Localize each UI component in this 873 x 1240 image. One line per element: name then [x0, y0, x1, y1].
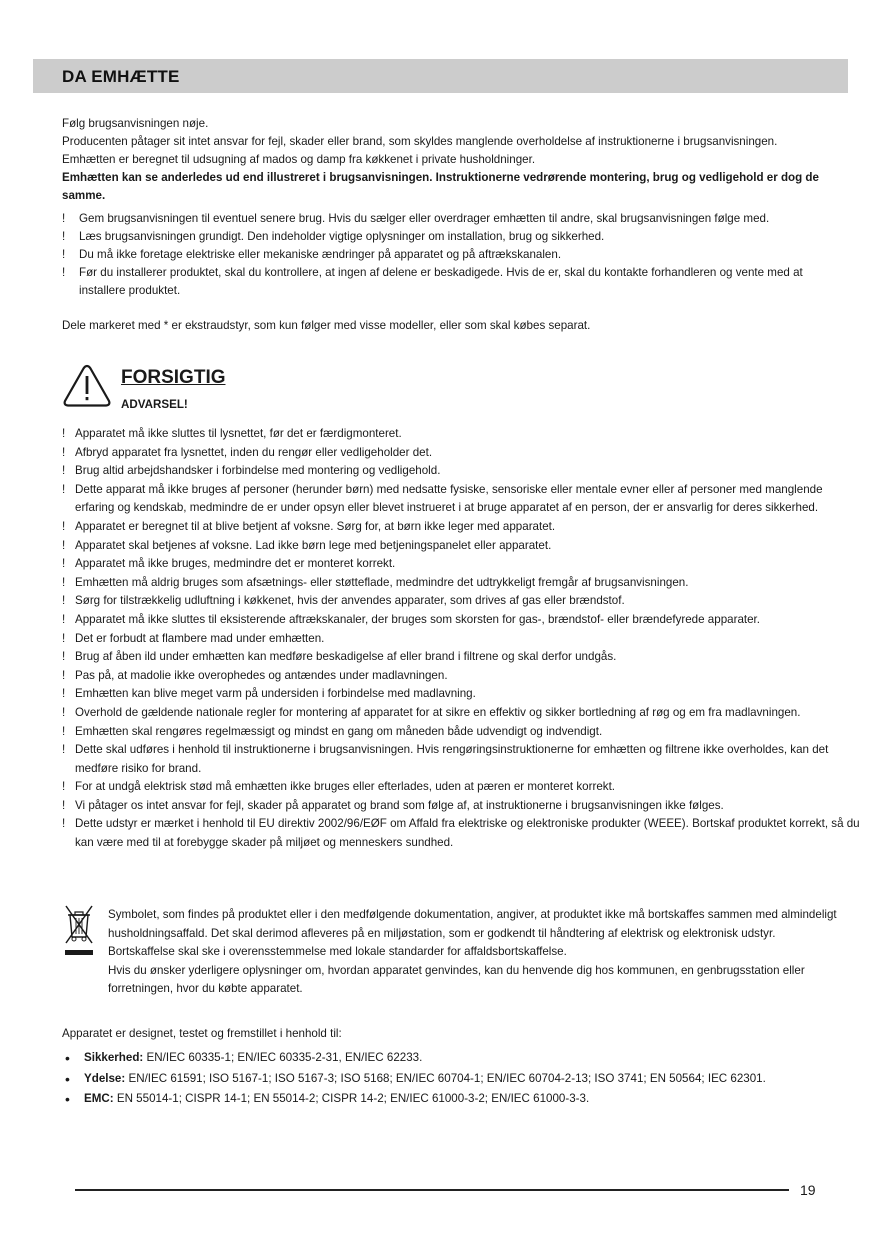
exclamation-mark: ! — [62, 266, 66, 279]
exclamation-mark: ! — [62, 650, 66, 664]
list-item: ! Det er forbudt at flambere mad under emhætten. — [62, 630, 862, 649]
list-item: ! Apparatet er beregnet til at blive betjent af voksne. Sørg for, at børn ikke leger med apparatet. — [62, 518, 862, 537]
weee-paragraph: Symbolet, som findes på produktet eller i den medfølgende dokumentation, angiver, at produktet ikke må bortskaffes sammen med almindeligt husholdningsaffald. Det skal derimod afleveres på en miljøstation, som er godkendt til håndtering af elektrisk og elektronisk udstyr. — [108, 908, 837, 940]
exclamation-mark: ! — [62, 248, 66, 261]
standard-label: EMC: — [84, 1092, 114, 1105]
list-item: ! Emhætten skal rengøres regelmæssigt og mindst en gang om måneden både udvendigt og indvendigt. — [62, 723, 862, 742]
exclamation-mark: ! — [62, 575, 66, 589]
list-item — [62, 1069, 842, 1090]
list-item: ! Apparatet skal betjenes af voksne. Lad ikke børn lege med betjeningspanelet eller apparatet. — [62, 537, 862, 556]
exclamation-mark: ! — [62, 705, 66, 719]
general-instructions-list — [62, 210, 832, 300]
exclamation-mark: ! — [62, 482, 66, 496]
list-item: ! For at undgå elektrisk stød må emhætten ikke bruges eller efterlades, uden at pæren er monteret korrekt. — [62, 778, 862, 797]
exclamation-mark: ! — [62, 230, 66, 243]
exclamation-mark: ! — [62, 519, 66, 533]
standard-label: Sikkerhed: — [84, 1051, 144, 1064]
page-number: 19 — [800, 1182, 816, 1198]
bullet-icon: • — [65, 1091, 70, 1107]
warning-triangle-icon — [62, 363, 112, 409]
exclamation-mark: ! — [62, 538, 66, 552]
bullet-icon: • — [65, 1050, 70, 1066]
exclamation-mark: ! — [62, 798, 66, 812]
list-item: ! Apparatet må ikke sluttes til eksisterende aftrækskanaler, der bruges som skorsten for gas-, brændstof- eller brændefyrede apparater. — [62, 611, 862, 630]
list-item: ! Gem brugsanvisningen til eventuel senere brug. Hvis du sælger eller overdrager emhætten til andre, skal brugsanvisningen følge med. — [62, 210, 832, 228]
exclamation-mark: ! — [62, 612, 66, 626]
weee-disposal-text — [108, 906, 838, 999]
list-item: ! Brug af åben ild under emhætten kan medføre beskadigelse af eller brand i filtrene og skal derfor undgås. — [62, 648, 862, 667]
list-item: ! Emhætten må aldrig bruges som afsætnings- eller støtteflade, medmindre det udtrykkeligt fremgår af brugsanvisningen. — [62, 574, 862, 593]
intro-paragraph-bold: Emhætten kan se anderledes ud end illustreret i brugsanvisningen. Instruktionerne vedrørende montering, brug og vedligehold er dog de samme. — [62, 171, 819, 202]
compliance-intro: Apparatet er designet, testet og fremstillet i henhold til: — [62, 1027, 342, 1040]
list-item: ! Læs brugsanvisningen grundigt. Den indeholder vigtige oplysninger om installation, brug og sikkerhed. — [62, 228, 832, 246]
list-item: ! Apparatet må ikke bruges, medmindre det er monteret korrekt. — [62, 555, 862, 574]
exclamation-mark: ! — [62, 724, 66, 738]
list-item: ! Sørg for tilstrækkelig udluftning i køkkenet, hvis der anvendes apparater, som drives af gas eller brændstof. — [62, 592, 862, 611]
list-item: ! Overhold de gældende nationale regler for montering af apparatet for at sikre en effektiv og sikker bortledning af røg og em fra madlavningen. — [62, 704, 862, 723]
list-item: ! Apparatet må ikke sluttes til lysnettet, før det er færdigmonteret. — [62, 425, 862, 444]
list-item: ! Brug altid arbejdshandsker i forbindelse med montering og vedligehold. — [62, 462, 862, 481]
caution-list — [62, 425, 862, 853]
list-item: ! Emhætten kan blive meget varm på undersiden i forbindelse med madlavning. — [62, 685, 862, 704]
weee-paragraph: Bortskaffelse skal ske i overensstemmelse med lokale standarder for affaldsbortskaffelse. — [108, 945, 567, 958]
footer-divider — [75, 1189, 789, 1191]
section-title: DA EMHÆTTE — [62, 67, 180, 86]
exclamation-mark: ! — [62, 557, 66, 571]
list-item — [62, 1089, 842, 1110]
weee-paragraph: Hvis du ønsker yderligere oplysninger om, hvordan apparatet genvindes, kan du henvende dig hos kommunen, en genbrugsstation eller forretningen, hvor du købte apparatet. — [108, 963, 805, 995]
exclamation-mark: ! — [62, 780, 66, 794]
standard-label: Ydelse: — [84, 1071, 126, 1085]
list-item: ! Vi påtager os intet ansvar for fejl, skader på apparatet og brand som følge af, at instruktionerne i brugsanvisningen ikke følges. — [62, 797, 862, 816]
standards-list — [62, 1048, 842, 1110]
list-item: ! Dette skal udføres i henhold til instruktionerne i brugsanvisningen. Hvis rengøringsinstruktionerne for emhætten og filtrene ikke overholdes, kan det medføre risiko for brand. — [62, 743, 829, 775]
caution-subtitle: ADVARSEL! — [121, 398, 188, 411]
section-header-bar — [33, 59, 848, 93]
standard-values: EN 55014-1; CISPR 14-1; EN 55014-2; CISPR 14-2; EN/IEC 61000-3-2; EN/IEC 61000-3-3. — [113, 1092, 590, 1105]
exclamation-mark: ! — [62, 212, 66, 225]
list-item: ! Pas på, at madolie ikke overophedes og antændes under madlavningen. — [62, 667, 862, 686]
standard-values: EN/IEC 60335-1; EN/IEC 60335-2-31, EN/IEC 62233. — [143, 1051, 423, 1064]
exclamation-mark: ! — [62, 687, 66, 701]
exclamation-mark: ! — [62, 631, 66, 645]
exclamation-mark: ! — [62, 668, 66, 682]
list-item: ! Du må ikke foretage elektriske eller mekaniske ændringer på apparatet og på aftrækskanalen. — [62, 246, 832, 264]
list-item: ! Dette udstyr er mærket i henhold til EU direktiv 2002/96/EØF om Affald fra elektriske og elektroniske produkter (WEEE). Bortskaf produktet korrekt, så du kan være med til at forebygge skader på miljøet og menneskers sundhed. — [62, 817, 860, 850]
intro-paragraph: Følg brugsanvisningen nøje. — [62, 117, 209, 130]
caution-title: FORSIGTIG — [121, 367, 226, 388]
exclamation-mark: ! — [62, 427, 66, 440]
exclamation-mark: ! — [62, 594, 66, 608]
list-item: ! Før du installerer produktet, skal du kontrollere, at ingen af delene er beskadigede. Hvis de er, skal du kontakte forhandleren og vente med at installere produktet. — [62, 266, 803, 297]
list-item: ! Afbryd apparatet fra lysnettet, inden du rengør eller vedligeholder det. — [62, 444, 862, 463]
exclamation-mark: ! — [62, 743, 66, 757]
exclamation-mark: ! — [62, 817, 66, 831]
list-item — [62, 1048, 842, 1069]
weee-crossed-bin-icon — [62, 903, 96, 959]
exclamation-mark: ! — [62, 464, 66, 478]
intro-text — [62, 115, 822, 205]
standard-values: EN/IEC 61591; ISO 5167-1; ISO 5167-3; ISO 5168; EN/IEC 60704-1; EN/IEC 60704-2-13; ISO 3741; EN 50564; IEC 62301. — [125, 1071, 766, 1085]
accessory-note: Dele markeret med * er ekstraudstyr, som kun følger med visse modeller, eller som skal købes separat. — [62, 319, 591, 332]
bullet-icon: • — [65, 1070, 70, 1087]
intro-paragraph: Producenten påtager sit intet ansvar for fejl, skader eller brand, som skyldes manglende overholdelse af instruktionerne i brugsanvisningen. — [62, 135, 778, 148]
exclamation-mark: ! — [62, 445, 66, 459]
list-item: ! Dette apparat må ikke bruges af personer (herunder børn) med nedsatte fysiske, sensoriske eller mentale evner eller af personer med manglende erfaring og kendskab, medmindre de er under opsyn eller blevet instrueret i at bruge apparatet af en person, der er ansvarlig for deres sikkerhed. — [62, 482, 823, 515]
intro-paragraph: Emhætten er beregnet til udsugning af mados og damp fra køkkenet i private husholdninger. — [62, 153, 536, 166]
